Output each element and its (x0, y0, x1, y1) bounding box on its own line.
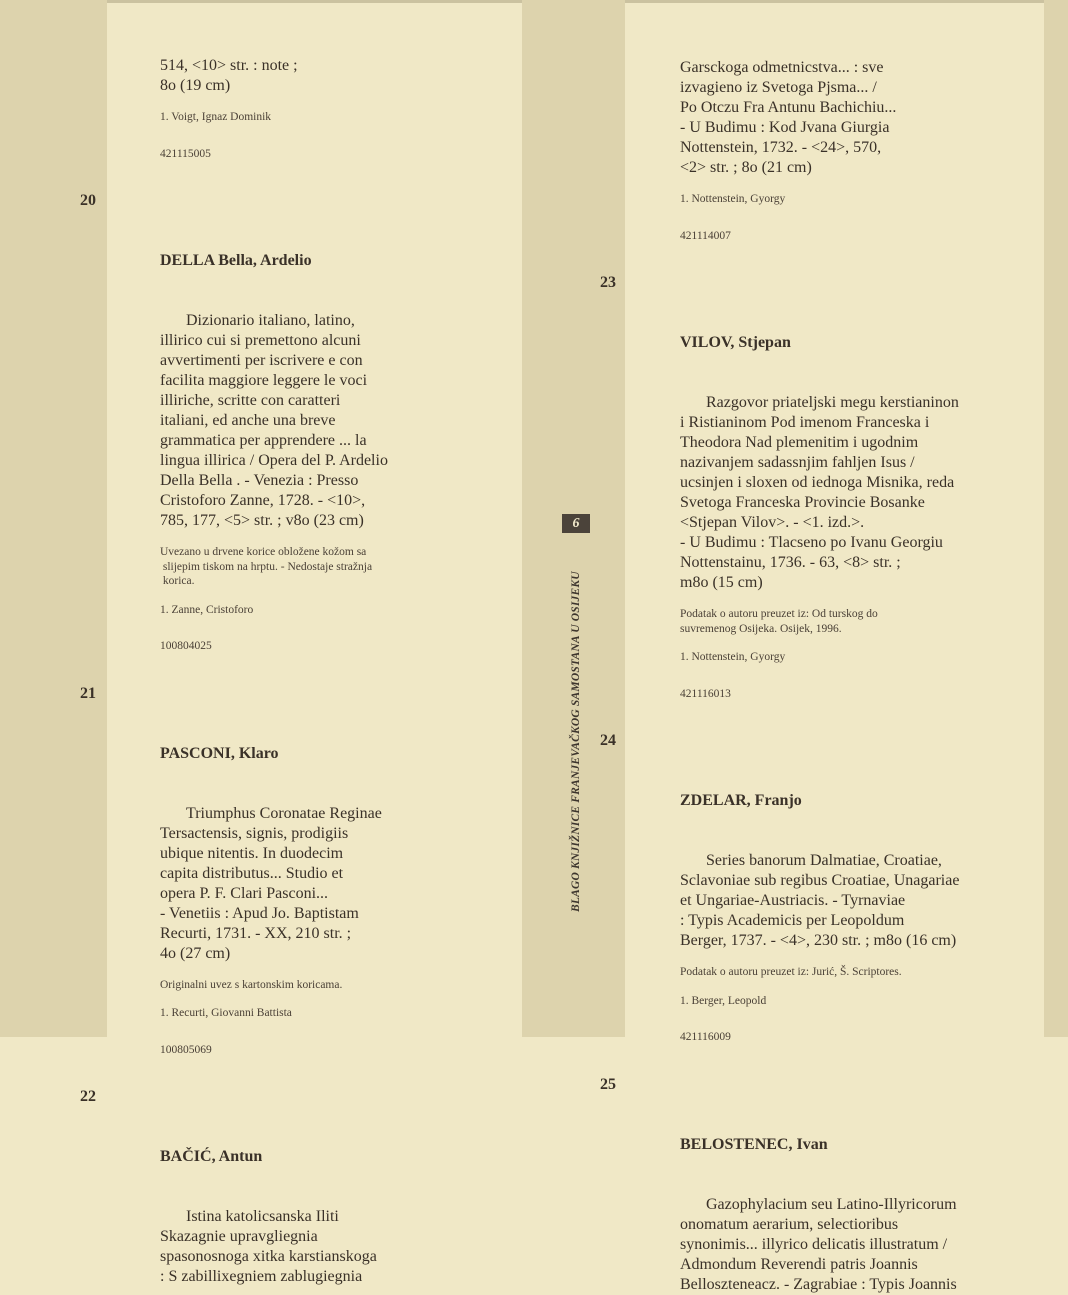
body-line: spasonosnoga xitka karstianskoga (160, 1248, 377, 1265)
body-line: opera P. F. Clari Pasconi... (160, 884, 329, 902)
body-line: synonimis... illyrico delicatis illustratum / (680, 1235, 948, 1253)
body-line: avvertimenti per iscrivere e con (160, 352, 363, 369)
body-line: <2> str. ; 8o (21 cm) (680, 159, 812, 176)
note-line: suvremenog Osijeka. Osijek, 1996. (680, 622, 842, 635)
body-line: - U Budimu : Tlacseno po Ivanu Georgiu (680, 534, 943, 551)
added-entry: 1. Nottenstein, Gyorgy (680, 651, 786, 663)
entry-25 (600, 1075, 1044, 1295)
note-line: Originalni uvez s kartonskim koricama. (160, 978, 343, 991)
entry-author: VILOV, Stjepan (680, 334, 791, 351)
body-line: Nottenstein, 1732. - <24>, 570, (680, 139, 882, 156)
right-margin-band (1044, 0, 1068, 1037)
entry-author: ZDELAR, Franjo (680, 792, 802, 809)
body-line: nazivanjem sadassnjim fahljen Isus / (680, 454, 915, 471)
added-entry: 1. Nottenstein, Gyorgy (680, 193, 786, 205)
body-line: Admondum Reverendi patris Joannis (680, 1255, 918, 1273)
entry-author: BAČIĆ, Antun (160, 1148, 263, 1165)
entry-continuation (630, 58, 1044, 243)
right-column (600, 58, 1044, 1295)
body-line: Dizionario italiano, latino, (186, 312, 355, 329)
body-line: Belloszteneacz. - Zagrabiae : Typis Joannis (680, 1275, 957, 1293)
body-line: Gazophylacium seu Latino-Illyricorum (706, 1195, 957, 1213)
note-line: slijepim tiskom na hrptu. - Nedostaje stražnja (160, 560, 373, 573)
note-line: Uvezano u drvene korice obložene kožom sa (160, 546, 367, 558)
entry-continuation (110, 56, 520, 161)
body-line: facilita maggiore leggere le voci (160, 372, 368, 389)
body-line: i Ristianinom Pod imenom Franceska i (680, 414, 930, 431)
note-line: Podatak o autoru preuzet iz: Od turskog do (680, 608, 878, 620)
body-line: Berger, 1737. - <4>, 230 str. ; m8o (16 cm) (680, 932, 957, 949)
body-line: Theodora Nad plemenitim i ugodnim (680, 434, 919, 451)
left-column (80, 56, 520, 1287)
body-line: Series banorum Dalmatiae, Croatiae, (706, 852, 942, 869)
entry-24 (600, 731, 1044, 1045)
record-id: 421116009 (680, 1031, 731, 1043)
entry-author: BELOSTENEC, Ivan (680, 1135, 828, 1153)
body-line: Cristoforo Zanne, 1728. - <10>, (160, 492, 366, 509)
body-line: Nottenstainu, 1736. - 63, <8> str. ; (680, 554, 901, 571)
body-line: lingua illirica / Opera del P. Ardelio (160, 452, 388, 469)
body-line: Triumphus Coronatae Reginae (186, 804, 382, 822)
entry-number: 21 (80, 684, 96, 702)
added-entry: 1. Zanne, Cristoforo (160, 603, 254, 616)
record-id: 100804025 (160, 640, 212, 652)
record-id: 421114007 (680, 229, 731, 242)
body-line: Della Bella . - Venezia : Presso (160, 472, 359, 489)
body-line: 514, <10> str. : note ; (160, 57, 298, 74)
record-id: 421115005 (160, 147, 211, 160)
added-entry: 1. Voigt, Ignaz Dominik (160, 111, 272, 123)
body-line: - Venetiis : Apud Jo. Baptistam (160, 904, 359, 922)
entry-22 (80, 1087, 520, 1287)
record-id: 421116013 (680, 687, 731, 700)
note-line: Podatak o autoru preuzet iz: Jurić, Š. Scriptores. (680, 966, 902, 978)
body-line: m8o (15 cm) (680, 574, 763, 591)
body-line: Svetoga Franceska Provincie Bosanke (680, 494, 925, 511)
entry-number: 25 (600, 1075, 616, 1093)
body-line: : S zabillixegniem zablugiegnia (160, 1268, 363, 1285)
body-line: Po Otczu Fra Antunu Bachichiu... (680, 99, 897, 116)
body-line: ucsinjen i sloxen od iednoga Misnika, reda (680, 474, 955, 491)
added-entry: 1. Berger, Leopold (680, 994, 767, 1007)
page-number-badge: 6 (562, 514, 590, 533)
body-line: - U Budimu : Kod Jvana Giurgia (680, 119, 890, 136)
body-line: 8o (19 cm) (160, 77, 231, 94)
entry-21 (80, 684, 520, 1058)
entry-number: 24 (600, 732, 616, 749)
record-id: 100805069 (160, 1043, 212, 1056)
entry-number: 23 (600, 274, 616, 291)
body-line: et Ungariae-Austriacis. - Tyrnaviae (680, 892, 906, 909)
body-line: : Typis Academicis per Leopoldum (680, 912, 905, 929)
entry-number: 20 (80, 192, 96, 209)
body-line: illiriche, scritte con caratteri (160, 392, 341, 409)
body-line: Sclavoniae sub regibus Croatiae, Unagariae (680, 872, 960, 889)
body-line: Recurti, 1731. - XX, 210 str. ; (160, 924, 352, 942)
body-line: Tersactensis, signis, prodigiis (160, 824, 349, 842)
body-line: onomatum aerarium, selectioribus (680, 1215, 899, 1233)
left-margin-band (0, 0, 107, 1037)
entry-author: PASCONI, Klaro (160, 744, 279, 762)
body-line: ubique nitentis. In duodecim (160, 844, 344, 862)
body-line: illirico cui si premettono alcuni (160, 332, 361, 349)
body-line: Razgovor priateljski megu kerstianinon (706, 394, 959, 411)
entry-23 (600, 273, 1044, 701)
body-line: <Stjepan Vilov>. - <1. izd.>. (680, 514, 865, 531)
entry-20 (80, 191, 520, 654)
body-line: grammatica per apprendere ... la (160, 432, 367, 449)
entry-author: DELLA Bella, Ardelio (160, 252, 312, 269)
body-line: 4o (27 cm) (160, 944, 231, 962)
body-line: italiani, ed anche una breve (160, 412, 336, 429)
spine-title: BLAGO KNJIŽNICE FRANJEVAČKOG SAMOSTANA U OSIJEKU (570, 571, 582, 912)
body-line: Skazagnie upravgliegnia (160, 1228, 318, 1245)
body-line: Istina katolicsanska Iliti (186, 1208, 339, 1225)
body-line: izvagieno iz Svetoga Pjsma... / (680, 79, 877, 96)
body-line: 785, 177, <5> str. ; v8o (23 cm) (160, 512, 364, 529)
added-entry: 1. Recurti, Giovanni Battista (160, 1007, 292, 1019)
note-line: korica. (160, 575, 195, 587)
body-line: Garsckoga odmetnicstva... : sve (680, 59, 884, 76)
body-line: capita distributus... Studio et (160, 864, 344, 882)
entry-number: 22 (80, 1088, 96, 1105)
